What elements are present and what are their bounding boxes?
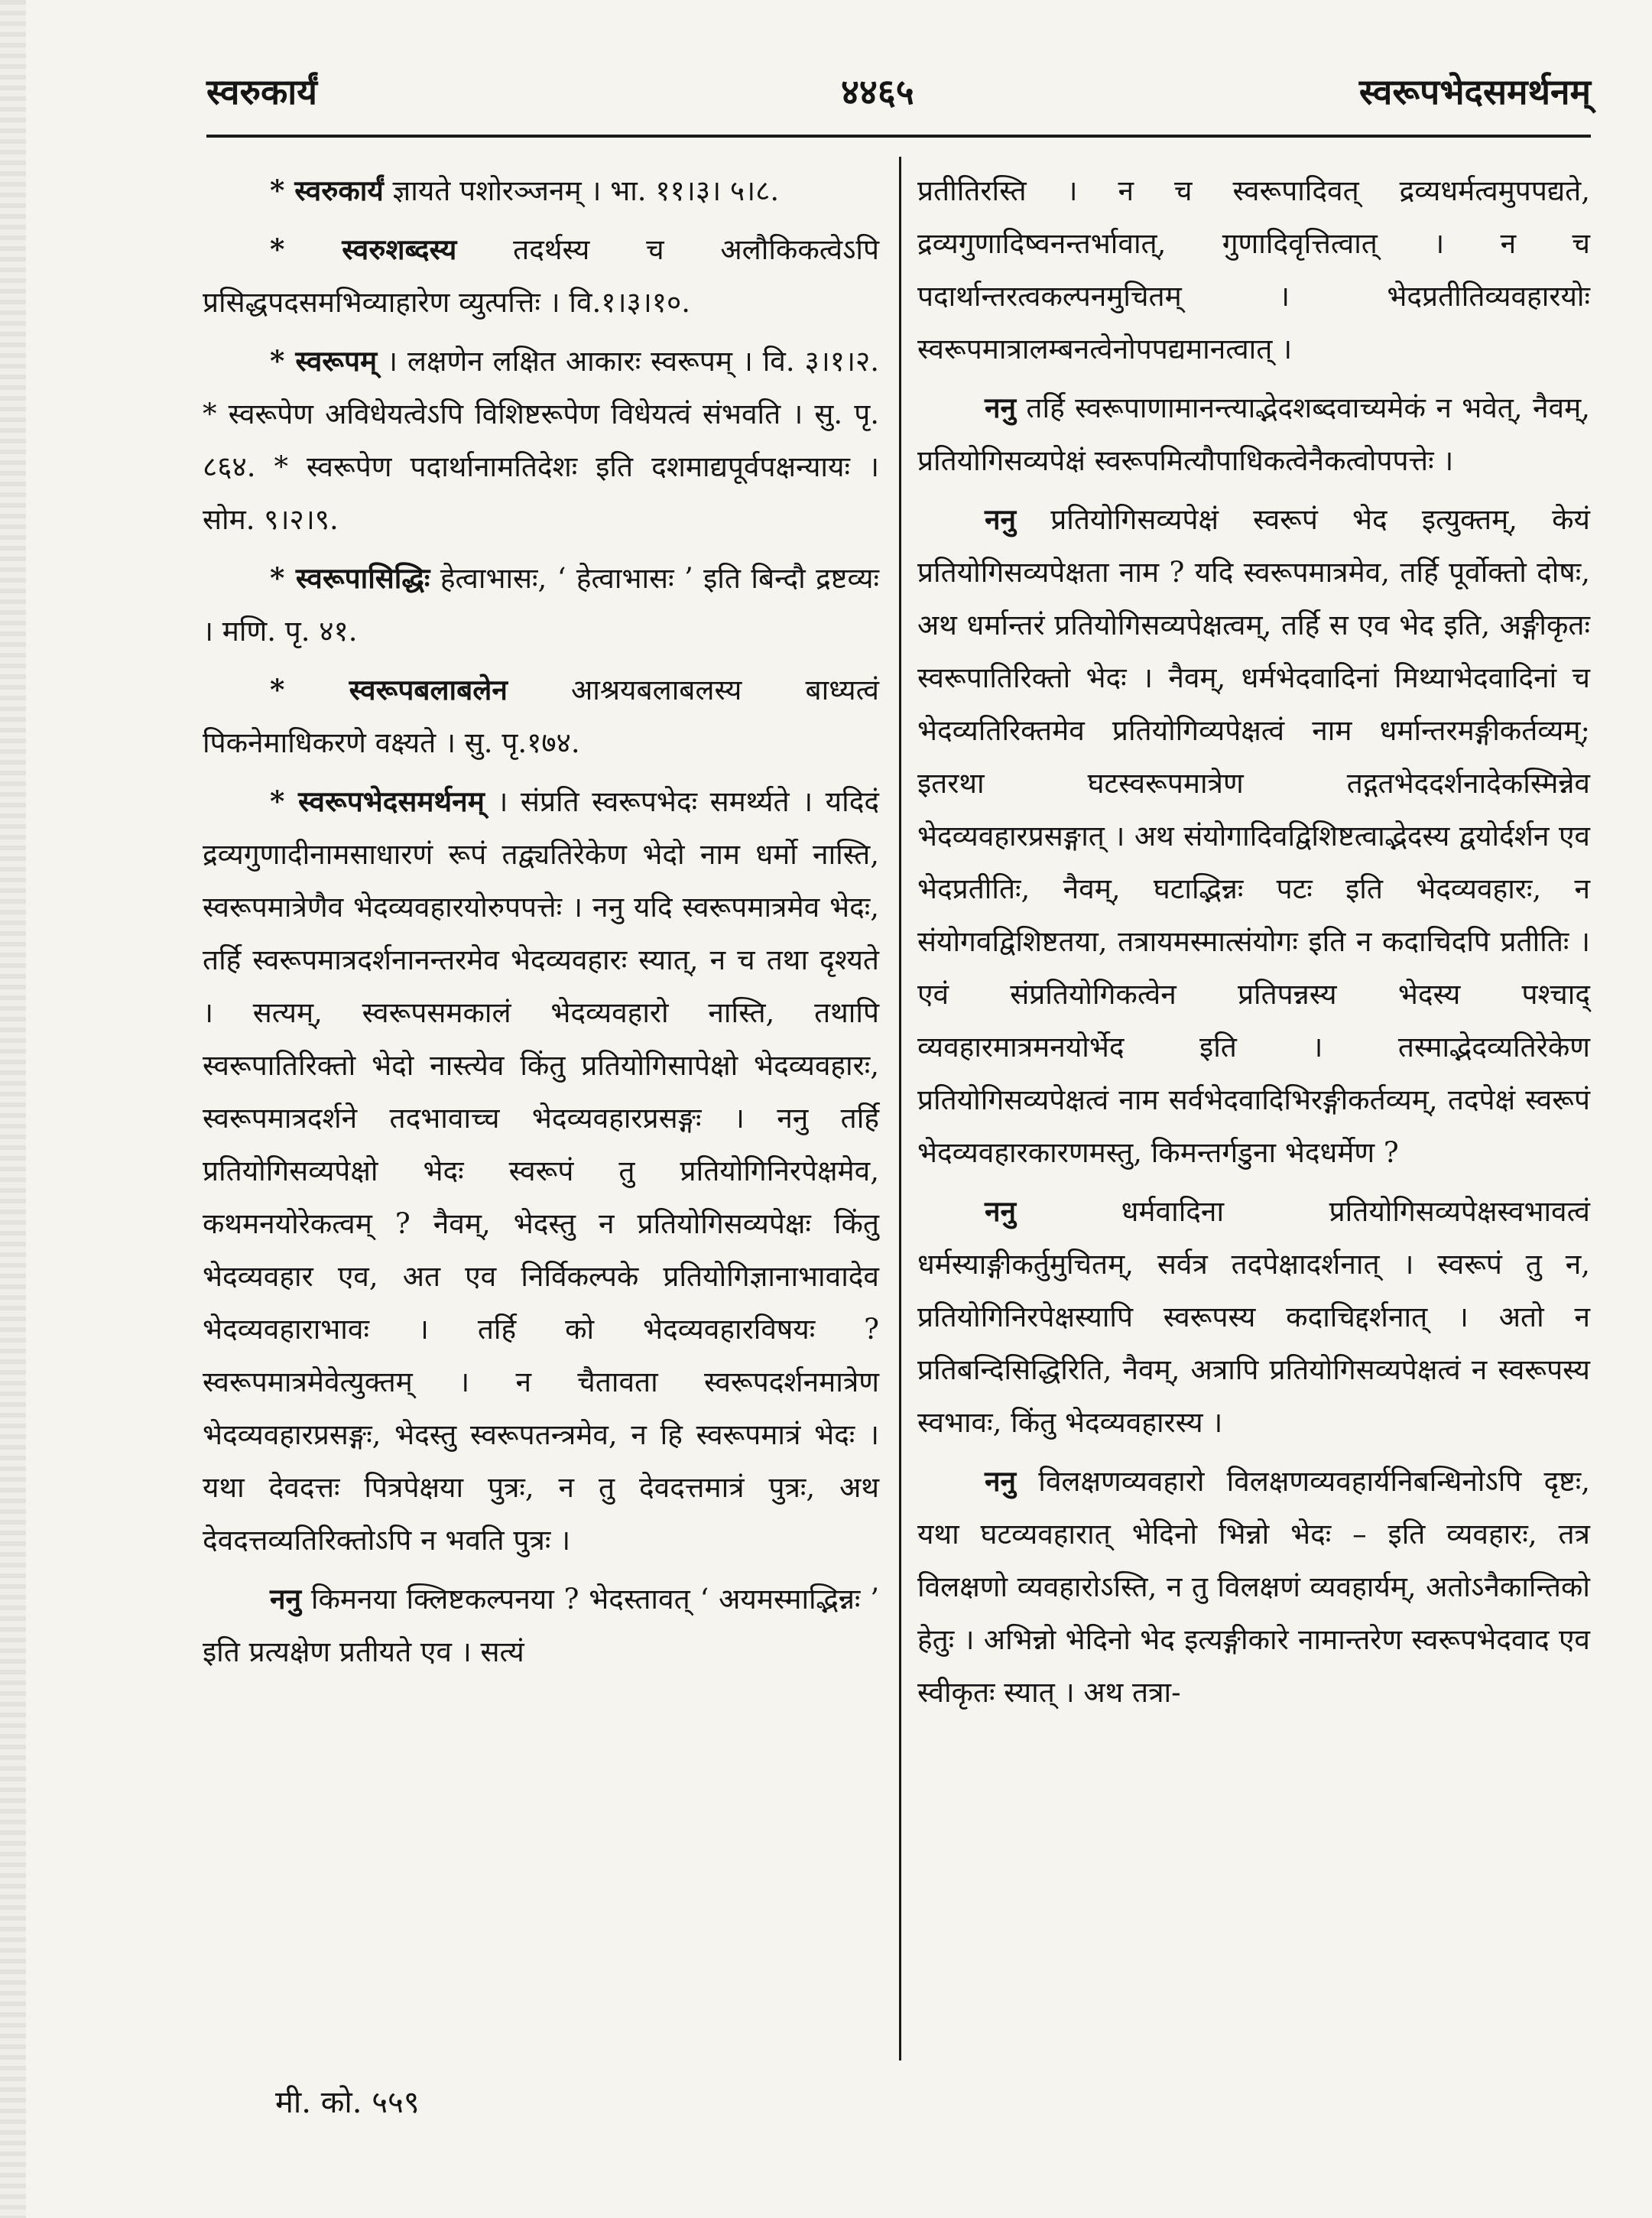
- entry-head: * स्वरूपभेदसमर्थनम्: [270, 784, 485, 818]
- entry-head: ननु: [985, 1194, 1017, 1228]
- entry-text: धर्मवादिना प्रतियोगिसव्यपेक्षस्वभावत्वं धर्मस्याङ्गीकर्तुमुचितम्, सर्वत्र तदपेक्षादर्शनात् । स्वरूपं तु न, प्रतियोगिनिरपेक्षस्यापि स्वरूपस्य कदाचिद्दर्शनात् । अतो न प्रतिबन्दिसिद्धिरिति, नैवम्, अत्रापि प्रतियोगिसव्यपेक्षत्वं न स्वरूपस्य स्वभावः, किंतु भेदव्यवहारस्य ।: [917, 1195, 1590, 1439]
- entry-head: ननु: [985, 1464, 1017, 1498]
- page-number: ४४६५: [841, 71, 914, 112]
- entry-paragraph: [917, 164, 1590, 375]
- entry-head: * स्वरूपम्: [270, 344, 378, 378]
- entry-text: आश्रयबलाबलस्य बाध्यत्वं पिकनेमाधिकरणे वक्ष्यते । सु. पृ.१७४.: [203, 674, 879, 759]
- entry-head: * स्वरूपासिद्धिः: [270, 561, 430, 595]
- entry-text: हेत्वाभासः, ‘ हेत्वाभासः ’ इति बिन्दौ द्रष्टव्यः । मणि. पृ. ४१.: [203, 562, 880, 648]
- entry-text: तदर्थस्य च अलौकिकत्वेऽपि प्रसिद्धपदसमभिव्याहारेण व्युत्पत्तिः । वि.१।३।१०.: [203, 233, 879, 319]
- entry-text: किमनया क्लिष्टकल्पनया ? भेदस्तावत् ‘ अयमस्माद्भिन्नः ’ इति प्रत्यक्षेण प्रतीयते एव । सत्यं: [203, 1583, 879, 1668]
- entry-paragraph: [917, 493, 1590, 1179]
- entry-head: ननु: [985, 391, 1017, 424]
- entry-text: प्रतियोगिसव्यपेक्षं स्वरूपं भेद इत्युक्तम्, केयं प्रतियोगिसव्यपेक्षता नाम ? यदि स्वरूपमात्रमेव, तर्हि पूर्वोक्तो दोषः, अथ धर्मान्तरं प्रतियोगिसव्यपेक्षत्वम्, तर्हि स एव भेद इति, अङ्गीकृतः स्वरूपातिरिक्तो भेदः । नैवम्, धर्मभेदवादिनां मिथ्याभेदवादिनां च भेदव्यतिरिक्तमेव प्रतियोगिव्यपेक्षत्वं नाम धर्मान्तरमङ्गीकर्तव्यम्; इतरथा घटस्वरूपमात्रेण तद्गतभेददर्शनादेकस्मिन्नेव भेदव्यवहारप्रसङ्गात् । अथ संयोगादिवद्विशिष्टत्वाद्भेदस्य द्वयोर्दर्शन एव भेदप्रतीतिः, नैवम्, घटाद्भिन्नः पटः इति भेदव्यवहारः, न संयोगवद्विशिष्टतया, तत्रायमस्मात्संयोगः इति न कदाचिदपि प्रतीतिः । एवं संप्रतियोगिकत्वेन प्रतिपन्नस्य भेदस्य पश्चाद् व्यवहारमात्रमनयोर्भेद इति । तस्माद्भेदव्यतिरेकेण प्रतियोगिसव्यपेक्षत्वं नाम सर्वभेदवादिभिरङ्गीकर्तव्यम्, तदपेक्षं स्वरूपं भेदव्यवहारकारणमस्तु, किमन्तर्गडुना भेदधर्मेण ?: [917, 503, 1590, 1169]
- page-header: [206, 67, 1591, 128]
- entry-head: * स्वरुशब्दस्य: [270, 232, 457, 266]
- entry-text: विलक्षणव्यवहारो विलक्षणव्यवहार्यनिबन्धिनोऽपि दृष्टः, यथा घटव्यवहारात् भेदिनो भिन्नो भेदः – इति व्यवहारः, तत्र विलक्षणो व्यवहारोऽस्ति, न तु विलक्षणं व्यवहार्यम्, अतोऽनैकान्तिको हेतुः । अभिन्नो भेदिनो भेद इत्यङ्गीकारे नामान्तरेण स्वरूपभेदवाद एव स्वीकृतः स्यात् । अथ तत्रा-: [917, 1465, 1590, 1709]
- entry-paragraph: [917, 1185, 1590, 1449]
- header-left-word: स्वरुकार्यं: [206, 71, 317, 112]
- header-rule: [206, 135, 1591, 138]
- entry-paragraph: [917, 382, 1590, 487]
- entry-head: ननु: [270, 1582, 302, 1616]
- entry-paragraph: [203, 664, 879, 769]
- entry-paragraph: [203, 335, 879, 546]
- entry-text: । लक्षणेन लक्षित आकारः स्वरूपम् । वि. ३।१।२. * स्वरूपेण अविधेयत्वेऽपि विशिष्टरूपेण विधेयत्वं संभवति । सु. पृ. ८६४. * स्वरूपेण पदार्थानामतिदेशः इति दशमाद्यपूर्वपक्षन्यायः । सोम. ९।२।९.: [203, 345, 879, 536]
- entry-paragraph: [203, 775, 879, 1567]
- entry-head: * स्वरूपबलाबलेन: [270, 673, 508, 706]
- scan-edge: [0, 0, 26, 2218]
- entry-paragraph: [203, 164, 879, 217]
- entry-head: ननु: [985, 502, 1017, 536]
- header-right-word: स्वरूपभेदसमर्थनम्: [1358, 71, 1591, 112]
- entry-text: ज्ञायते पशोरञ्जनम् । भा. ११।३। ५।८.: [383, 174, 780, 207]
- entry-text: तर्हि स्वरूपाणामानन्त्याद्भेदशब्दवाच्यमेकं न भवेत्, नैवम्, प्रतियोगिसव्यपेक्षं स्वरूपमित्यौपाधिकत्वेनैकत्वोपपत्तेः ।: [917, 391, 1590, 477]
- entry-head: * स्वरुकार्यं: [270, 174, 384, 207]
- column-divider: [899, 157, 901, 2060]
- entry-text: प्रतीतिरस्ति । न च स्वरूपादिवत् द्रव्यधर्मत्वमुपपद्यते, द्रव्यगुणादिष्वनन्तर्भावात्, गुणादिवृत्तित्वात् । न च पदार्थान्तरत्वकल्पनमुचितम् । भेदप्रतीतिव्यवहारयोः स्वरूपमात्रालम्बनत्वेनोपपद्यमानत्वात् ।: [917, 174, 1590, 365]
- right-column: [917, 164, 1590, 1725]
- left-column: [203, 164, 879, 1684]
- entry-paragraph: [203, 223, 879, 329]
- entry-text: । संप्रति स्वरूपभेदः समर्थ्यते । यदिदं द्रव्यगुणादीनामसाधारणं रूपं तद्व्यतिरेकेण भेदो नाम धर्मो नास्ति, स्वरूपमात्रेणैव भेदव्यवहारयोरुपपत्तेः । ननु यदि स्वरूपमात्रमेव भेदः, तर्हि स्वरूपमात्रदर्शनानन्तरमेव भेदव्यवहारः स्यात्, न च तथा दृश्यते । सत्यम्, स्वरूपसमकालं भेदव्यवहारो नास्ति, तथापि स्वरूपातिरिक्तो भेदो नास्त्येव किंतु प्रतियोगिसापेक्षो भेदव्यवहारः, स्वरूपमात्रदर्शने तदभावाच्च भेदव्यवहारप्रसङ्गः । ननु तर्हि प्रतियोगिसव्यपेक्षो भेदः स्वरूपं तु प्रतियोगिनिरपेक्षमेव, कथमनयोरेकत्वम् ? नैवम्, भेदस्तु न प्रतियोगिसव्यपेक्षः किंतु भेदव्यवहार एव, अत एव निर्विकल्पके प्रतियोगिज्ञानाभावादेव भेदव्यवहाराभावः । तर्हि को भेदव्यवहारविषयः ? स्वरूपमात्रमेवेत्युक्तम् । न चैतावता स्वरूपदर्शनमात्रेण भेदव्यवहारप्रसङ्गः, भेदस्तु स्वरूपतन्त्रमेव, न हि स्वरूपमात्रं भेदः । यथा देवदत्तः पित्रपेक्षया पुत्रः, न तु देवदत्तमात्रं पुत्रः, अथ देवदत्तव्यतिरिक्तोऽपि न भवति पुत्रः ।: [203, 785, 879, 1557]
- page-footer: मी. को. ५५९: [275, 2085, 420, 2120]
- entry-paragraph: [203, 1573, 879, 1678]
- entry-paragraph: [203, 552, 879, 658]
- entry-paragraph: [917, 1455, 1590, 1719]
